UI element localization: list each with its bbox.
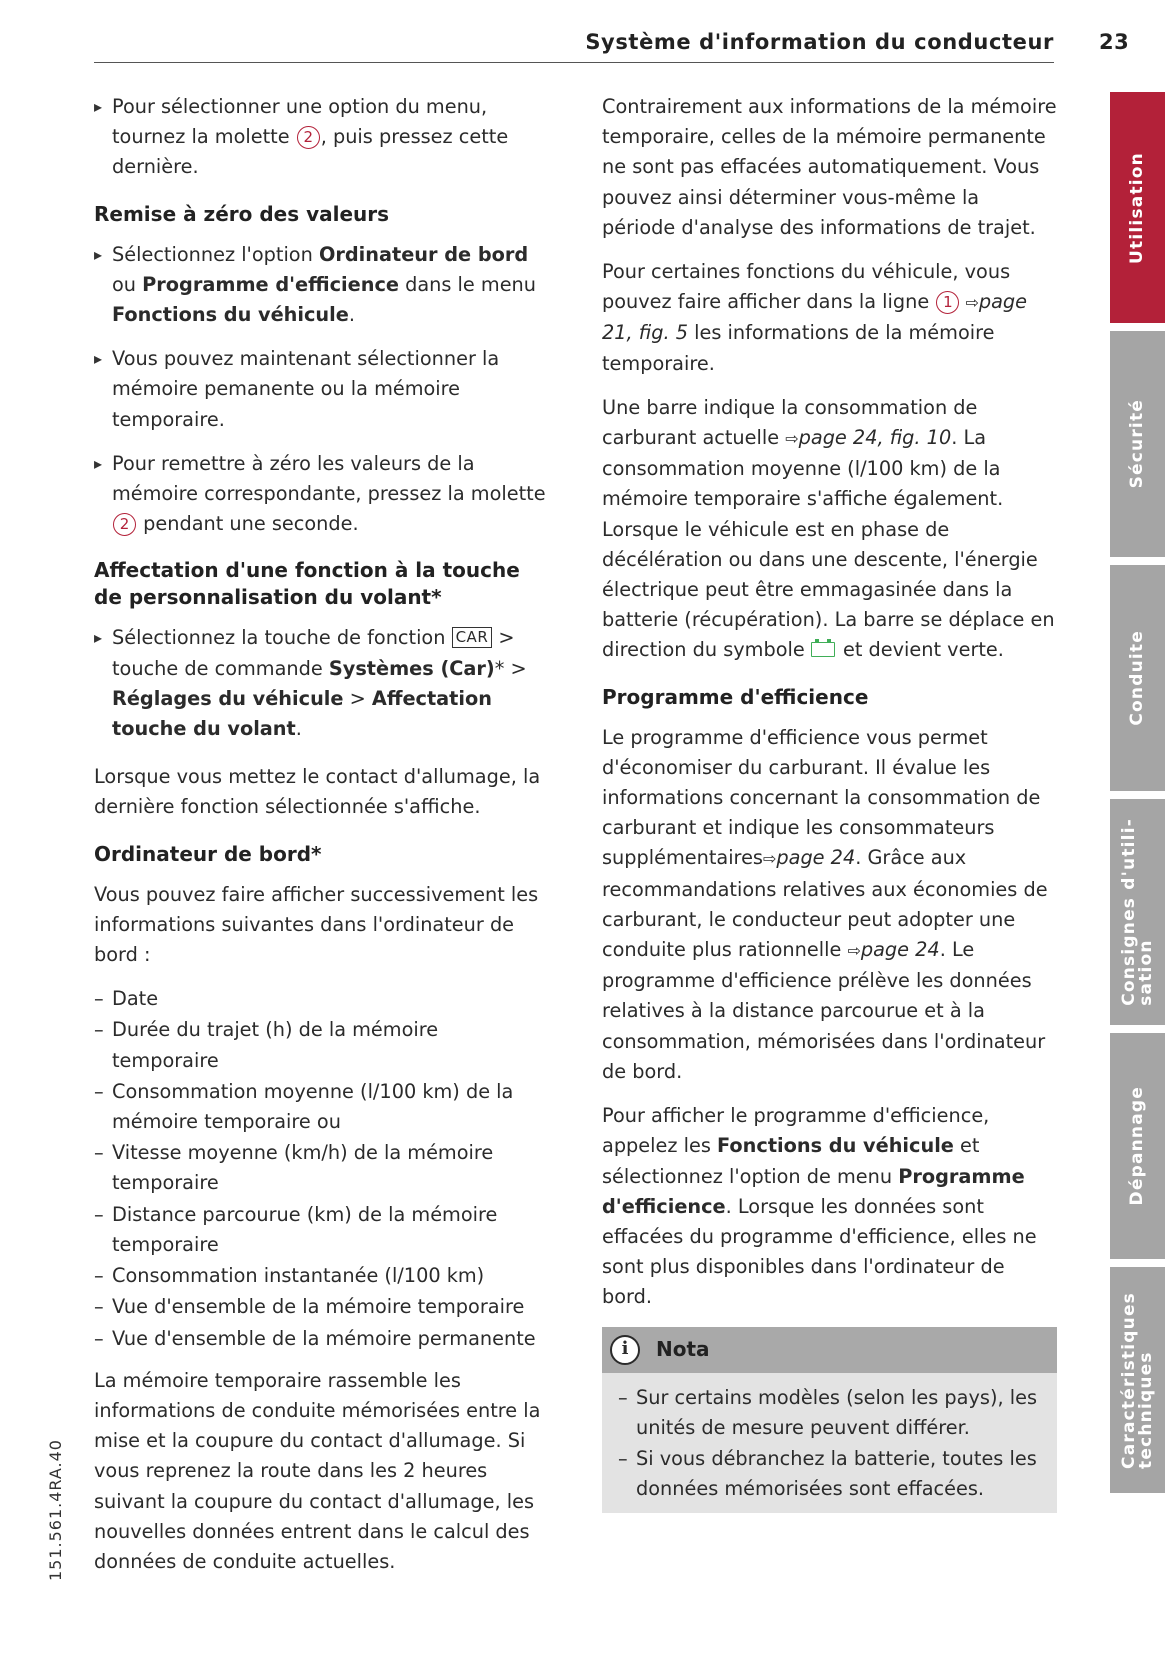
info-icon: i bbox=[610, 1335, 640, 1365]
line-callout-1: 1 bbox=[936, 291, 959, 314]
heading-efficiency-program: Programme d'efficience bbox=[602, 684, 869, 709]
tab-label: Utilisation bbox=[1127, 151, 1147, 264]
reference-arrow-icon: ⇨ bbox=[762, 849, 777, 869]
heading-steering-wheel-key: Affectation d'une fonction à la touche de personnalisation du volant* bbox=[94, 558, 520, 610]
paragraph-permanent-memory: Contrairement aux informations de la mémoire temporaire, celles de la mémoire permanente ne sont pas effacées automatiquement. Vous pouvez ainsi déterminer vous-même la période d'analyse des informations de trajet. bbox=[602, 95, 1057, 239]
reference-arrow-icon: ⇨ bbox=[785, 429, 799, 449]
trip-computer-list bbox=[94, 984, 546, 1353]
header-title: Système d'information du conducteur bbox=[585, 30, 1054, 54]
page-reference-link[interactable]: page 24 bbox=[776, 846, 856, 870]
tab-consignes[interactable] bbox=[1110, 799, 1165, 1025]
tab-securite[interactable] bbox=[1110, 331, 1165, 557]
note-header bbox=[602, 1327, 1057, 1373]
tab-label: Consignes d'utili- sation bbox=[1118, 818, 1156, 1006]
instruction-reset-memory: ▸ Pour remettre à zéro les valeurs de la mémoire correspondante, pressez la molette 2 pendant une seconde. bbox=[94, 449, 546, 540]
note-title: Nota bbox=[656, 1337, 710, 1362]
document-code: 151.561.4RA.40 bbox=[45, 1439, 65, 1582]
tab-conduite[interactable] bbox=[1110, 565, 1165, 791]
note-list bbox=[618, 1383, 1057, 1505]
instruction-select-memory: ▸ Vous pouvez maintenant sélectionner la mémoire pemanente ou la mémoire temporaire. bbox=[94, 344, 546, 435]
reference-arrow-icon: ⇨ bbox=[960, 293, 979, 313]
tab-label: Sécurité bbox=[1127, 399, 1147, 489]
list-item: – Consommation moyenne (l/100 km) de la mémoire temporaire ou bbox=[94, 1077, 546, 1137]
list-item: – Vitesse moyenne (km/h) de la mémoire temporaire bbox=[94, 1138, 546, 1198]
note-box bbox=[602, 1327, 1057, 1514]
tab-utilisation[interactable] bbox=[1110, 92, 1165, 323]
list-item: – Date bbox=[94, 984, 546, 1014]
chapter-tabs bbox=[1110, 0, 1165, 1653]
right-column bbox=[602, 92, 1057, 1513]
page-reference-link[interactable]: page 24, fig. 10 bbox=[798, 426, 952, 450]
list-item: – Distance parcourue (km) de la mémoire temporaire bbox=[94, 1200, 546, 1260]
tab-label: Dépannage bbox=[1127, 1086, 1147, 1206]
page-number: 23 bbox=[1099, 30, 1130, 54]
knob-callout-2: 2 bbox=[297, 126, 320, 149]
list-item: – Sur certains modèles (selon les pays), les unités de mesure peuvent différer. bbox=[618, 1383, 1057, 1443]
page-header bbox=[94, 28, 1054, 63]
page-reference-link[interactable]: page 21, fig. 5 bbox=[602, 290, 1028, 345]
tab-depannage[interactable] bbox=[1110, 1033, 1165, 1259]
paragraph-trip-computer: Vous pouvez faire afficher successivement les informations suivantes dans l'ordinateur de bord : bbox=[94, 882, 539, 967]
list-item: – Vue d'ensemble de la mémoire permanente bbox=[94, 1324, 546, 1354]
instruction-assign-key: ▸ Sélectionnez la touche de fonction CAR > touche de commande Systèmes (Car)* > Réglages du véhicule > Affectation touche du volant. bbox=[94, 623, 546, 744]
left-column bbox=[94, 92, 546, 1591]
paragraph-open-efficiency: Pour afficher le programme d'efficience, appelez les Fonctions du véhicule et sélectionnez l'option de menu Programme d'efficience. Lorsque les données sont effacées du programme d'efficience, elles ne sont plus disponibles dans l'ordinateur de bord. bbox=[602, 1104, 1037, 1309]
list-item: – Si vous débranchez la batterie, toutes les données mémorisées sont effacées. bbox=[618, 1444, 1057, 1504]
paragraph-efficiency: Le programme d'efficience vous permet d'économiser du carburant. Il évalue les informations concernant la consommation de carburant et indique les consommateurs supplémentaires⇨page 24. Grâce aux recommandations relatives aux économies de carburant, le conducteur peut adopter une conduite plus rationnelle ⇨page 24. Le programme d'efficience prélève les données relatives à la distance parcourue et à la consommation, mémorisées dans l'ordinateur de bord. bbox=[602, 725, 1048, 1083]
paragraph-consumption-bar: Une barre indique la consommation de carburant actuelle ⇨page 24, fig. 10. La consommation moyenne (l/100 km) de la mémoire temporaire s'affiche également. Lorsque le véhicule est en phase de décélération ou dans une descente, l'énergie électrique peut être emmagasinée dans la batterie (récupération). La barre se déplace en direction du symbole et devient verte. bbox=[602, 395, 1055, 662]
reference-arrow-icon: ⇨ bbox=[847, 941, 861, 961]
paragraph-temporary-memory: La mémoire temporaire rassemble les informations de conduite mémorisées entre la mise et la coupure du contact d'allumage. Si vous reprenez la route dans les 2 heures suivant la coupure du contact d'allumage, les nouvelles données entrent dans le calcul des données de conduite actuelles. bbox=[94, 1368, 541, 1573]
instruction-select-menu: ▸ Sélectionnez l'option Ordinateur de bord ou Programme d'efficience dans le menu Fonctions du véhicule. bbox=[94, 240, 546, 331]
tab-label: Caractéristiques techniques bbox=[1118, 1291, 1156, 1469]
car-key-icon: CAR bbox=[452, 627, 493, 648]
knob-callout-2: 2 bbox=[113, 513, 136, 536]
list-item: – Vue d'ensemble de la mémoire temporaire bbox=[94, 1292, 546, 1322]
heading-reset-values: Remise à zéro des valeurs bbox=[94, 201, 390, 226]
tab-label: Conduite bbox=[1127, 630, 1147, 726]
paragraph-display-line: Pour certaines fonctions du véhicule, vous pouvez faire afficher dans la ligne 1 ⇨page 21, fig. 5 les informations de la mémoire temporaire. bbox=[602, 260, 1028, 375]
instruction-select-option: ▸ Pour sélectionner une option du menu, tournez la molette 2 , puis pressez cette dernière. bbox=[94, 92, 546, 183]
page-reference-link[interactable]: page 24 bbox=[860, 938, 940, 962]
battery-icon bbox=[811, 642, 835, 657]
heading-trip-computer: Ordinateur de bord* bbox=[94, 841, 322, 866]
paragraph-ignition: Lorsque vous mettez le contact d'allumage, la dernière fonction sélectionnée s'affiche. bbox=[94, 765, 541, 819]
list-item: – Consommation instantanée (l/100 km) bbox=[94, 1261, 546, 1291]
list-item: – Durée du trajet (h) de la mémoire temporaire bbox=[94, 1015, 546, 1075]
tab-caracteristiques[interactable] bbox=[1110, 1267, 1165, 1493]
